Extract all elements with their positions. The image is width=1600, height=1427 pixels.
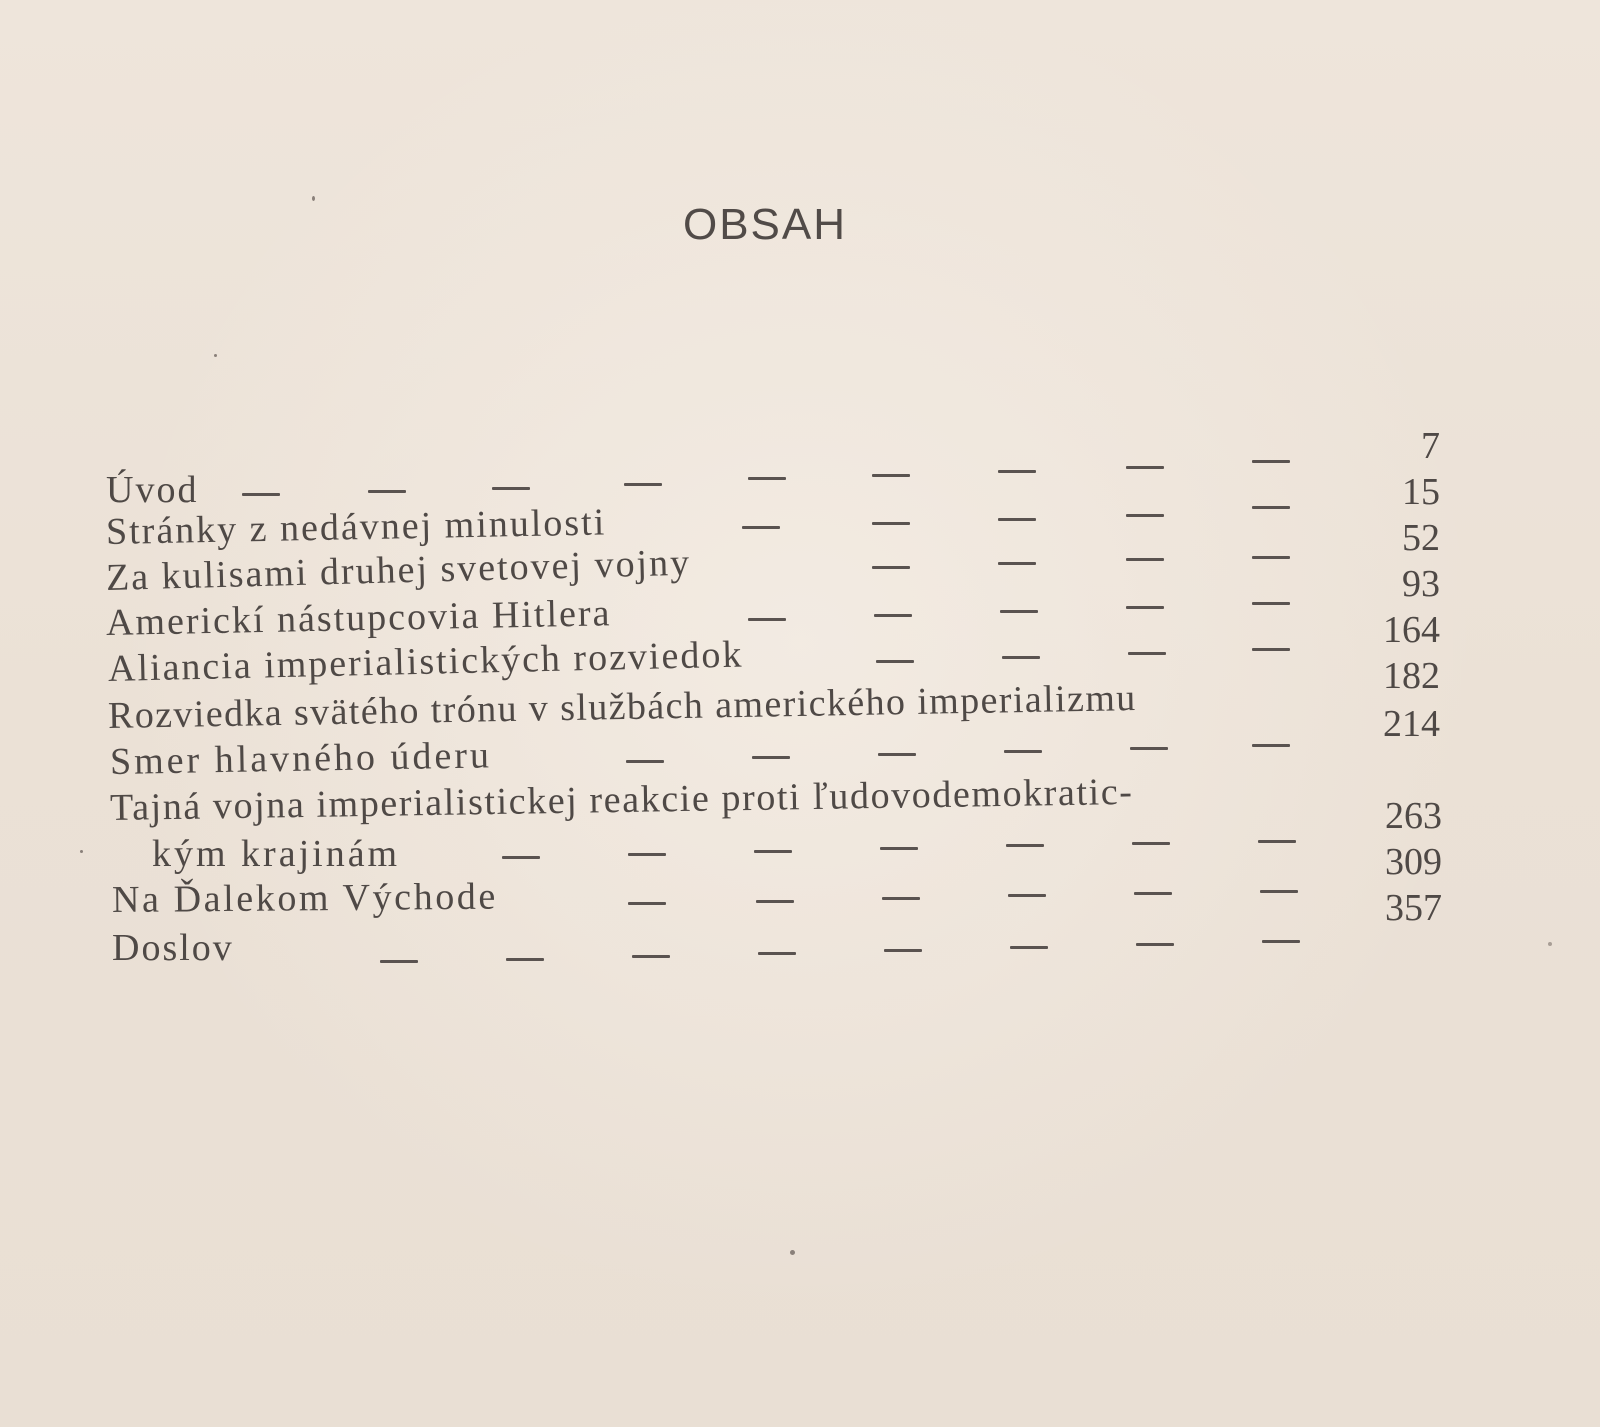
leader-dash — [998, 518, 1036, 521]
toc-entry-text: Doslov — [112, 927, 234, 969]
leader-dash — [1252, 556, 1290, 559]
toc-entry-text: Aliancia imperialistických rozviedok — [107, 633, 744, 690]
leader-dash — [1128, 652, 1166, 655]
leader-dash — [1126, 466, 1164, 469]
leader-dash — [1002, 656, 1040, 659]
toc-page-number: 164 — [1383, 609, 1440, 651]
leader-dash — [880, 847, 918, 850]
leader-dash — [1132, 842, 1170, 845]
leader-dash — [752, 756, 790, 759]
toc-page-number: 309 — [1385, 841, 1442, 883]
leader-dash — [748, 477, 786, 480]
leader-dash — [754, 850, 792, 853]
leader-dash — [1252, 648, 1290, 651]
paper-speck — [1548, 942, 1552, 946]
paper-speck — [312, 196, 315, 201]
toc-entry-text: kým krajinám — [152, 833, 401, 875]
leader-dash — [1252, 460, 1290, 463]
leader-dash — [1252, 506, 1290, 509]
page-title: OBSAH — [682, 200, 848, 249]
toc-entry-text: Na Ďalekom Východe — [111, 875, 499, 921]
leader-dash — [1126, 514, 1164, 517]
leader-dash — [998, 562, 1036, 565]
leader-dash — [368, 490, 406, 493]
paper-speck — [790, 1250, 795, 1255]
leader-dash — [872, 522, 910, 525]
leader-dash — [1136, 943, 1174, 946]
leader-dash — [882, 897, 920, 900]
leader-dash — [1134, 892, 1172, 895]
toc-page-number: 52 — [1402, 517, 1440, 559]
leader-dash — [1262, 940, 1300, 943]
leader-dash — [876, 660, 914, 663]
leader-dash — [1008, 894, 1046, 897]
toc-page-number: 214 — [1383, 703, 1440, 745]
leader-dash — [758, 952, 796, 955]
leader-dash — [998, 470, 1036, 473]
leader-dash — [872, 474, 910, 477]
toc-page-number: 15 — [1402, 471, 1440, 513]
toc-entry-text: Americkí nástupcovia Hitlera — [105, 592, 612, 644]
toc-entry-text: Úvod — [106, 469, 199, 511]
toc-page-number: 263 — [1385, 795, 1442, 837]
leader-dash — [1260, 890, 1298, 893]
toc-page-number: 357 — [1385, 887, 1442, 929]
leader-dash — [242, 493, 280, 496]
toc-page-number: 7 — [1421, 425, 1440, 467]
leader-dash — [884, 949, 922, 952]
leader-dash — [380, 960, 418, 963]
toc-entry-text: Stránky z nedávnej minulosti — [105, 501, 607, 553]
leader-dash — [506, 958, 544, 961]
leader-dash — [1252, 602, 1290, 605]
toc-entry-text: Za kulisami druhej svetovej vojny — [105, 541, 692, 599]
leader-dash — [624, 483, 662, 486]
leader-dash — [742, 526, 780, 529]
leader-dash — [628, 853, 666, 856]
leader-dash — [756, 900, 794, 903]
toc-page-number: 93 — [1402, 563, 1440, 605]
leader-dash — [874, 614, 912, 617]
leader-dash — [492, 487, 530, 490]
paper-speck — [80, 850, 83, 853]
leader-dash — [1010, 946, 1048, 949]
leader-dash — [1126, 606, 1164, 609]
leader-dash — [626, 760, 664, 763]
leader-dash — [1258, 840, 1296, 843]
leader-dash — [1252, 744, 1290, 747]
leader-dash — [1126, 558, 1164, 561]
leader-dash — [748, 618, 786, 621]
leader-dash — [1000, 610, 1038, 613]
leader-dash — [1130, 747, 1168, 750]
toc-entry-text: Smer hlavného úderu — [109, 734, 493, 783]
toc-entry-text: Tajná vojna imperialistickej reakcie proti ľudovodemokratic- — [109, 770, 1134, 829]
leader-dash — [878, 753, 916, 756]
paper-speck — [214, 354, 217, 357]
leader-dash — [1004, 750, 1042, 753]
toc-page-number: 182 — [1383, 655, 1440, 697]
leader-dash — [628, 902, 666, 905]
toc-entry-text: Rozviedka svätého trónu v službách amerického imperializmu — [107, 677, 1137, 737]
leader-dash — [872, 566, 910, 569]
leader-dash — [632, 955, 670, 958]
leader-dash — [1006, 844, 1044, 847]
leader-dash — [502, 856, 540, 859]
